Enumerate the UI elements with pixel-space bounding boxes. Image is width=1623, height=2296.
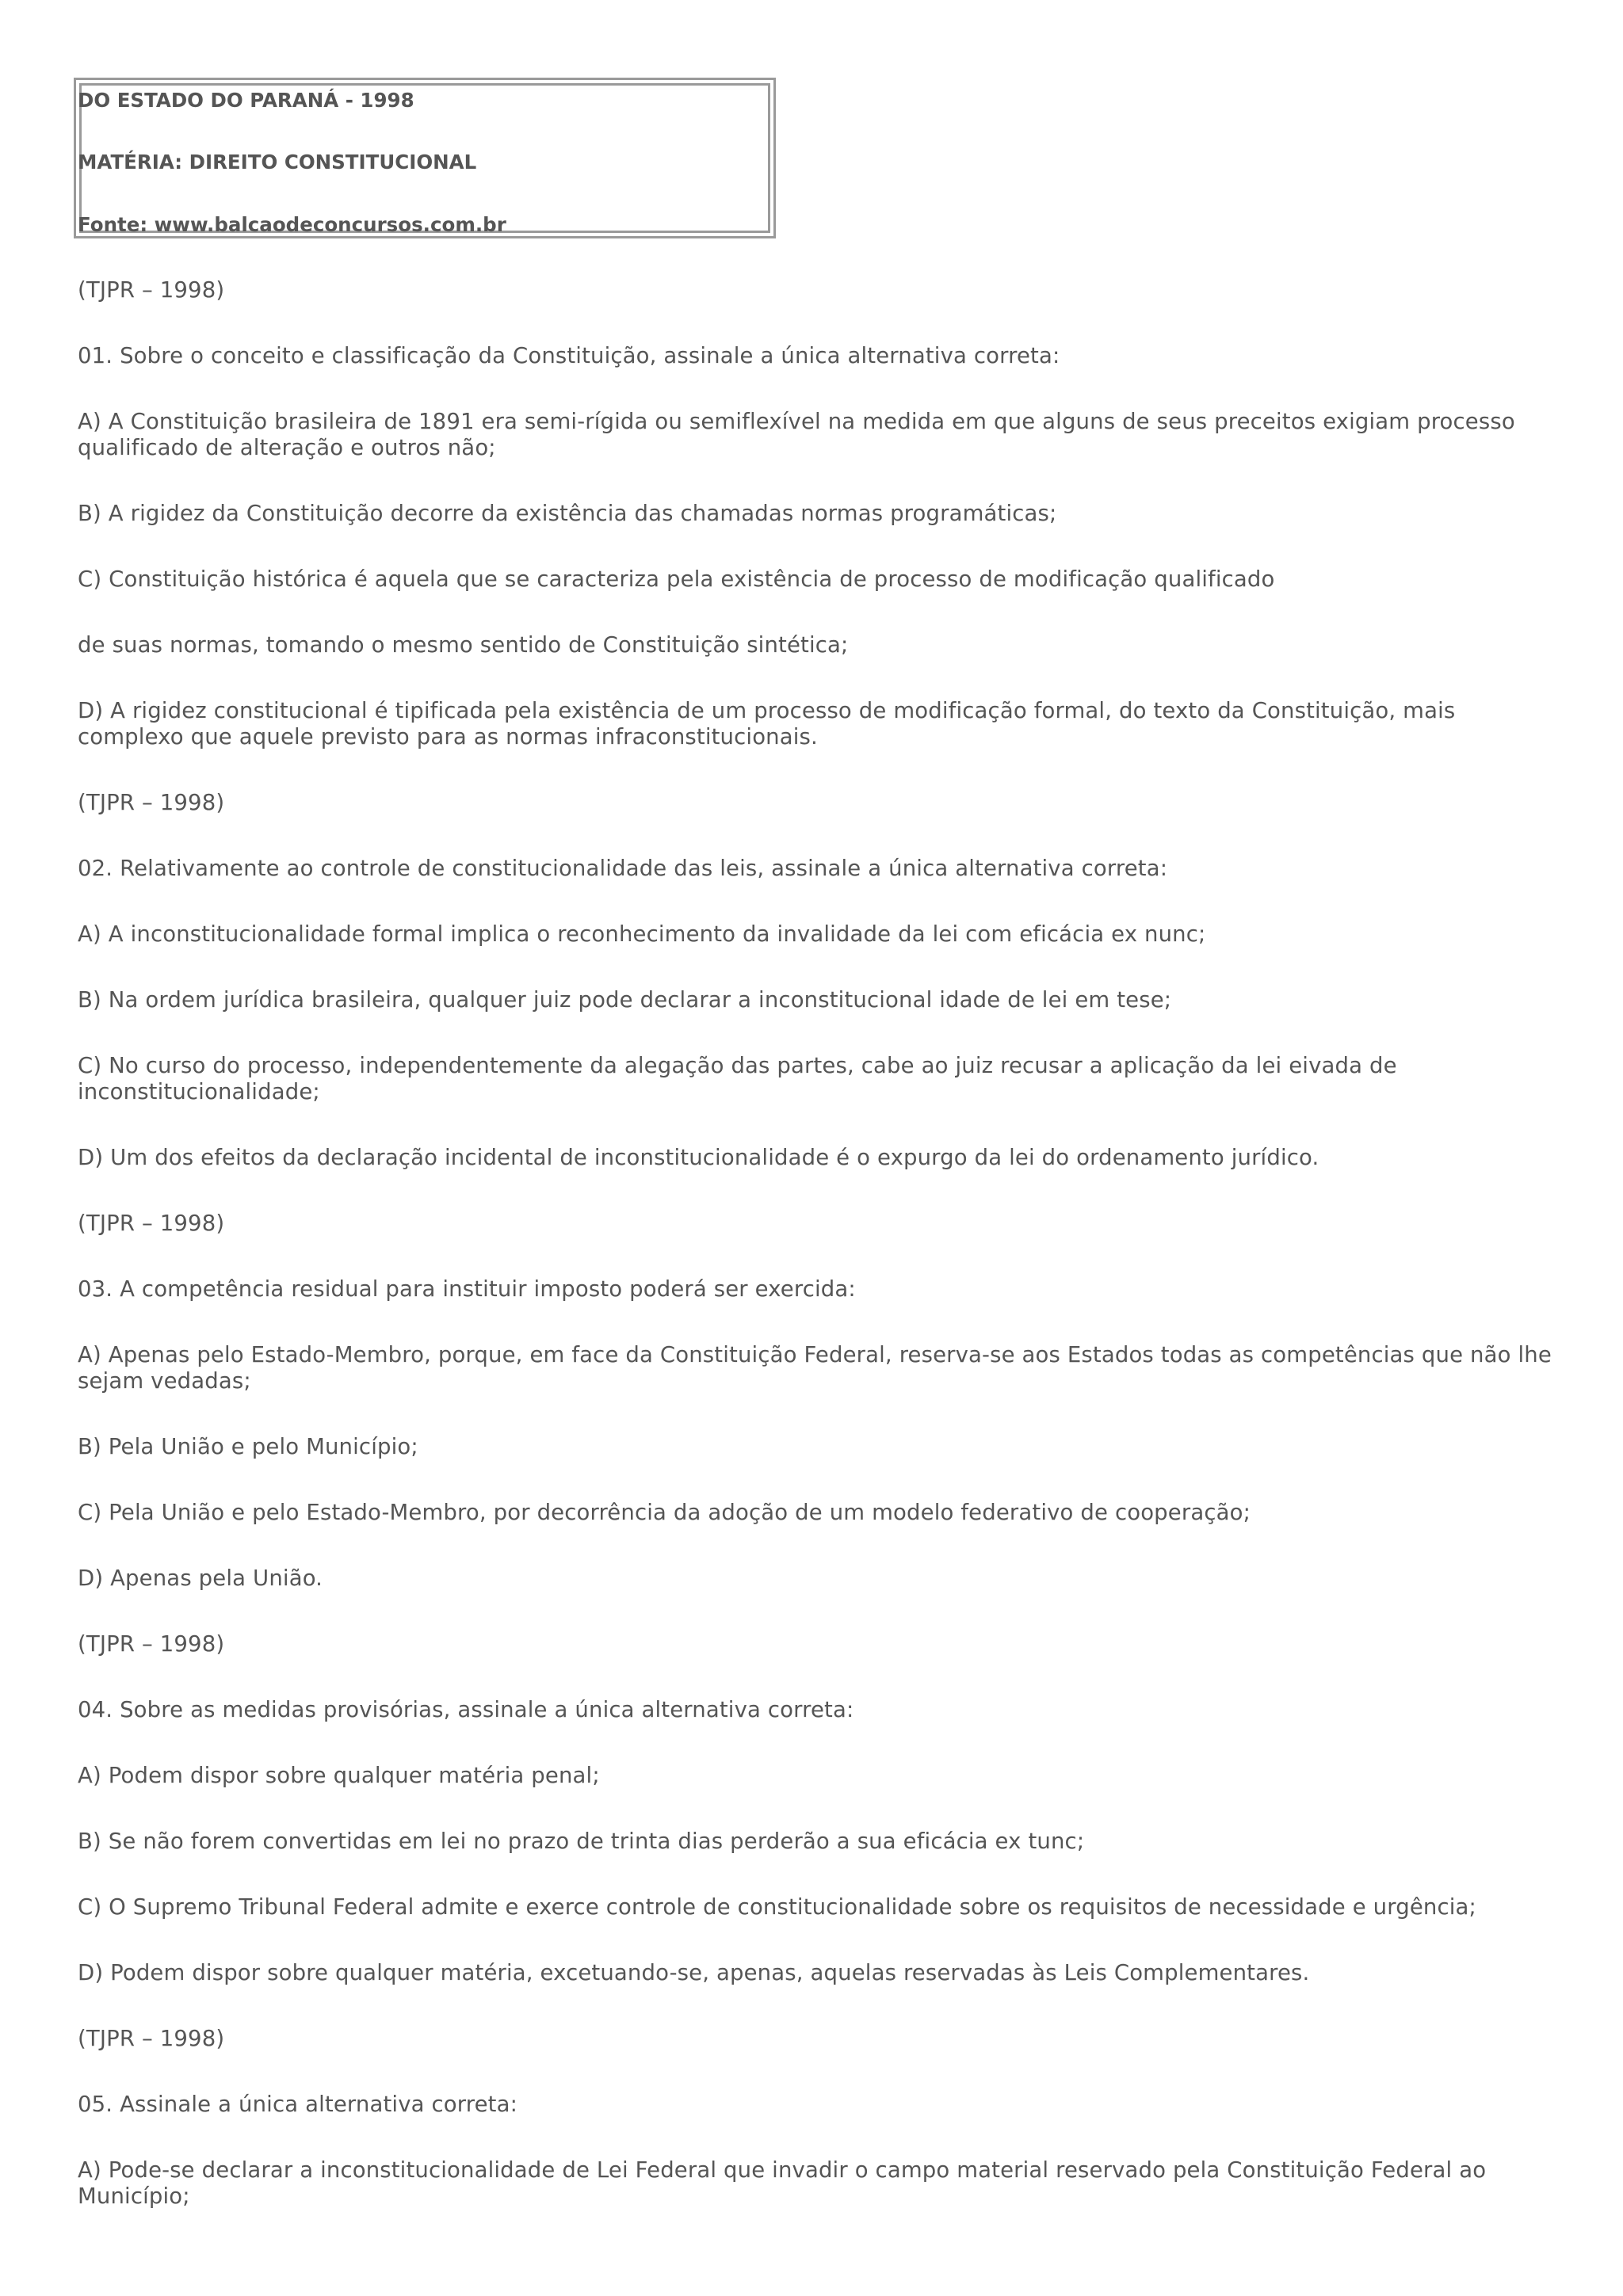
option-c-continuation: de suas normas, tomando o mesmo sentido de Constituição sintética; xyxy=(78,632,849,658)
option-c: C) Constituição histórica é aquela que se caracteriza pela existência de processo de modificação qualificado xyxy=(78,566,1275,592)
paragraph: (TJPR – 1998) xyxy=(78,2026,225,2051)
option-c: C) O Supremo Tribunal Federal admite e exerce controle de constitucionalidade sobre os requisitos de necessidade e urgência; xyxy=(78,1894,1476,1920)
option-a: A) Podem dispor sobre qualquer matéria penal; xyxy=(78,1763,600,1788)
header-subject: MATÉRIA: DIREITO CONSTITUCIONAL xyxy=(78,151,477,174)
option-b: B) A rigidez da Constituição decorre da existência das chamadas normas programáticas; xyxy=(78,501,1057,526)
option-d: D) Podem dispor sobre qualquer matéria, excetuando-se, apenas, aquelas reservadas às Leis Complementares. xyxy=(78,1960,1310,1985)
paragraph: (TJPR – 1998) xyxy=(78,277,225,303)
document-body xyxy=(78,277,1568,2249)
option-c: C) Pela União e pelo Estado-Membro, por decorrência da adoção de um modelo federativo de cooperação; xyxy=(78,1500,1251,1525)
header-box xyxy=(74,78,776,238)
option-a: A) A Constituição brasileira de 1891 era semi-rígida ou semiflexível na medida em que alguns de seus preceitos exigiam processo qualificado de alteração e outros não; xyxy=(78,409,1515,460)
question-04: 04. Sobre as medidas provisórias, assinale a única alternativa correta: xyxy=(78,1697,854,1722)
option-c: C) No curso do processo, independentemente da alegação das partes, cabe ao juiz recusar a aplicação da lei eivada de inconstitucionalidade; xyxy=(78,1053,1397,1104)
header-source: Fonte: www.balcaodeconcursos.com.br xyxy=(78,213,506,236)
option-d: D) A rigidez constitucional é tipificada pela existência de um processo de modificação formal, do texto da Constituição, mais complexo que aquele previsto para as normas infraconstitucionais. xyxy=(78,698,1456,749)
paragraph: (TJPR – 1998) xyxy=(78,790,225,815)
paragraph: (TJPR – 1998) xyxy=(78,1631,225,1657)
option-b: B) Na ordem jurídica brasileira, qualquer juiz pode declarar a inconstitucional idade de lei em tese; xyxy=(78,987,1172,1013)
paragraph: (TJPR – 1998) xyxy=(78,1211,225,1236)
question-02: 02. Relativamente ao controle de constitucionalidade das leis, assinale a única alternativa correta: xyxy=(78,856,1168,881)
question-01: 01. Sobre o conceito e classificação da Constituição, assinale a única alternativa correta: xyxy=(78,343,1060,368)
header-title: DO ESTADO DO PARANÁ - 1998 xyxy=(78,89,414,112)
question-05: 05. Assinale a única alternativa correta: xyxy=(78,2092,517,2117)
option-a: A) Pode-se declarar a inconstitucionalidade de Lei Federal que invadir o campo material reservado pela Constituição Federal ao Município; xyxy=(78,2157,1487,2209)
option-a: A) Apenas pelo Estado-Membro, porque, em face da Constituição Federal, reserva-se aos Estados todas as competências que não lhe sejam vedadas; xyxy=(78,1342,1552,1394)
option-d: D) Um dos efeitos da declaração incidental de inconstitucionalidade é o expurgo da lei do ordenamento jurídico. xyxy=(78,1145,1319,1170)
option-a: A) A inconstitucionalidade formal implica o reconhecimento da invalidade da lei com eficácia ex nunc; xyxy=(78,921,1206,947)
option-d: D) Apenas pela União. xyxy=(78,1566,323,1591)
option-b: B) Pela União e pelo Município; xyxy=(78,1434,418,1459)
option-b: B) Se não forem convertidas em lei no prazo de trinta dias perderão a sua eficácia ex tunc; xyxy=(78,1829,1085,1854)
question-03: 03. A competência residual para instituir imposto poderá ser exercida: xyxy=(78,1276,856,1302)
